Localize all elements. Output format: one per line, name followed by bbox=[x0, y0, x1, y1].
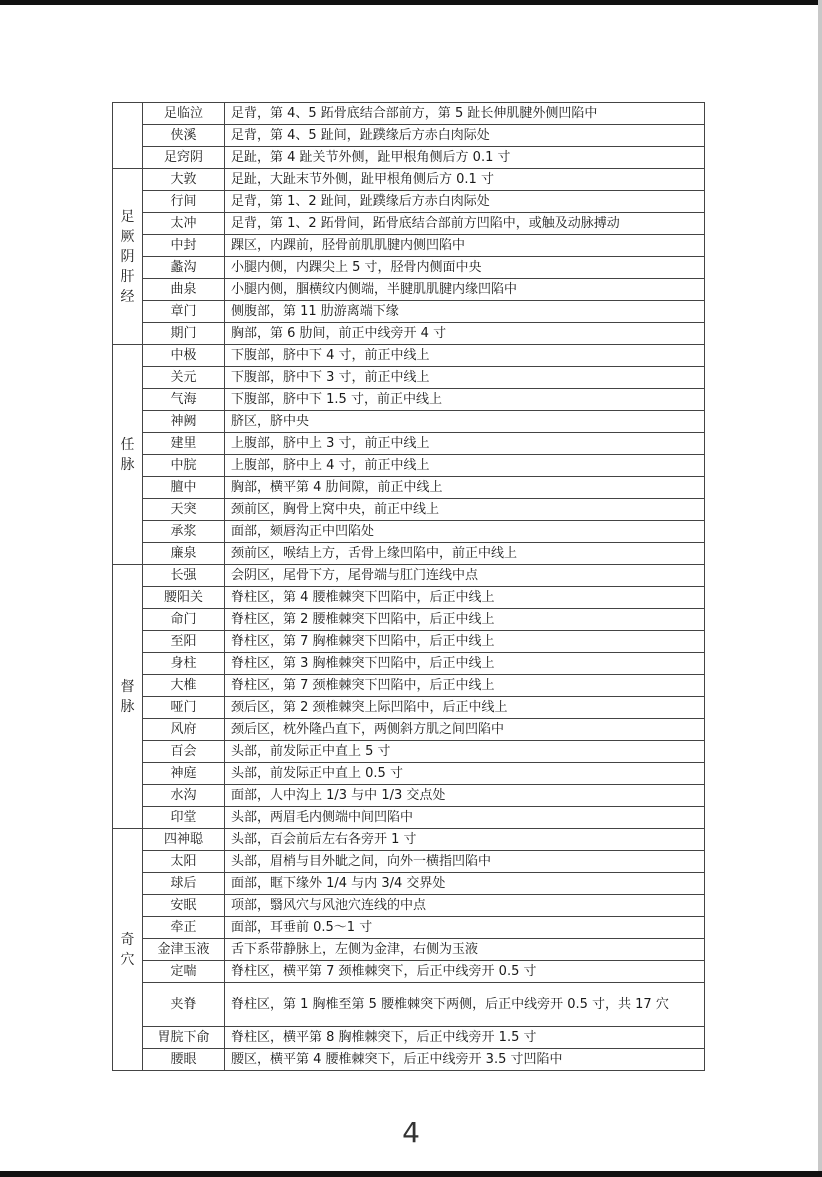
acupoint-row bbox=[113, 191, 705, 213]
meridian-name: 督脉 bbox=[120, 678, 135, 715]
acupoint-row bbox=[113, 477, 705, 499]
acupoint-name: 安眠 bbox=[143, 895, 225, 917]
acupoint-name: 气海 bbox=[143, 389, 225, 411]
acupoint-location: 上腹部，脐中上 3 寸，前正中线上 bbox=[225, 433, 705, 455]
acupoint-name: 足窍阴 bbox=[143, 147, 225, 169]
acupoint-name: 神阙 bbox=[143, 411, 225, 433]
acupoint-table-body bbox=[113, 103, 705, 1071]
acupoint-name: 印堂 bbox=[143, 807, 225, 829]
acupoint-name: 身柱 bbox=[143, 653, 225, 675]
acupoint-name: 大敦 bbox=[143, 169, 225, 191]
acupoint-row bbox=[113, 961, 705, 983]
acupoint-location: 脊柱区，第 1 胸椎至第 5 腰椎棘突下两侧，后正中线旁开 0.5 寸，共 17 穴 bbox=[225, 983, 705, 1027]
acupoint-location: 胸部，横平第 4 肋间隙，前正中线上 bbox=[225, 477, 705, 499]
acupoint-row bbox=[113, 169, 705, 191]
acupoint-name: 夹脊 bbox=[143, 983, 225, 1027]
meridian-name-cell bbox=[113, 829, 143, 1071]
acupoint-row bbox=[113, 719, 705, 741]
acupoint-row bbox=[113, 411, 705, 433]
acupoint-row bbox=[113, 675, 705, 697]
acupoint-location: 脊柱区，第 7 胸椎棘突下凹陷中，后正中线上 bbox=[225, 631, 705, 653]
acupoint-name: 金津玉液 bbox=[143, 939, 225, 961]
acupoint-name: 胃脘下俞 bbox=[143, 1027, 225, 1049]
acupoint-location: 脊柱区，第 4 腰椎棘突下凹陷中，后正中线上 bbox=[225, 587, 705, 609]
acupoint-name: 神庭 bbox=[143, 763, 225, 785]
acupoint-location: 踝区，内踝前，胫骨前肌肌腱内侧凹陷中 bbox=[225, 235, 705, 257]
meridian-name: 任脉 bbox=[120, 436, 135, 473]
acupoint-name: 章门 bbox=[143, 301, 225, 323]
acupoint-name: 百会 bbox=[143, 741, 225, 763]
meridian-name: 奇穴 bbox=[120, 931, 135, 968]
acupoint-row bbox=[113, 323, 705, 345]
acupoint-row bbox=[113, 851, 705, 873]
acupoint-name: 侠溪 bbox=[143, 125, 225, 147]
acupoint-name: 建里 bbox=[143, 433, 225, 455]
acupoint-location: 头部，百会前后左右各旁开 1 寸 bbox=[225, 829, 705, 851]
acupoint-location: 足背，第 4、5 趾间，趾蹼缘后方赤白肉际处 bbox=[225, 125, 705, 147]
acupoint-name: 水沟 bbox=[143, 785, 225, 807]
acupoint-row bbox=[113, 873, 705, 895]
acupoint-row bbox=[113, 345, 705, 367]
acupoint-name: 期门 bbox=[143, 323, 225, 345]
acupoint-location: 足趾，大趾末节外侧，趾甲根角侧后方 0.1 寸 bbox=[225, 169, 705, 191]
acupoint-location: 面部，人中沟上 1/3 与中 1/3 交点处 bbox=[225, 785, 705, 807]
acupoint-location: 腰区，横平第 4 腰椎棘突下，后正中线旁开 3.5 寸凹陷中 bbox=[225, 1049, 705, 1071]
acupoint-name: 行间 bbox=[143, 191, 225, 213]
acupoint-row bbox=[113, 455, 705, 477]
acupoint-location: 头部，前发际正中直上 5 寸 bbox=[225, 741, 705, 763]
acupoint-name: 曲泉 bbox=[143, 279, 225, 301]
acupoint-row bbox=[113, 499, 705, 521]
acupoint-location: 颈后区，枕外隆凸直下，两侧斜方肌之间凹陷中 bbox=[225, 719, 705, 741]
acupoint-location: 脐区，脐中央 bbox=[225, 411, 705, 433]
acupoint-name: 球后 bbox=[143, 873, 225, 895]
acupoint-name: 哑门 bbox=[143, 697, 225, 719]
acupoint-name: 蠡沟 bbox=[143, 257, 225, 279]
meridian-name-cell bbox=[113, 169, 143, 345]
acupoint-location: 面部，耳垂前 0.5～1 寸 bbox=[225, 917, 705, 939]
acupoint-location: 脊柱区，第 2 腰椎棘突下凹陷中，后正中线上 bbox=[225, 609, 705, 631]
acupoint-row bbox=[113, 521, 705, 543]
acupoint-row bbox=[113, 763, 705, 785]
acupoint-row bbox=[113, 125, 705, 147]
acupoint-location: 颈前区，胸骨上窝中央，前正中线上 bbox=[225, 499, 705, 521]
acupoint-row bbox=[113, 279, 705, 301]
acupoint-location: 舌下系带静脉上，左侧为金津，右侧为玉液 bbox=[225, 939, 705, 961]
acupoint-location: 脊柱区，第 3 胸椎棘突下凹陷中，后正中线上 bbox=[225, 653, 705, 675]
acupoint-row bbox=[113, 587, 705, 609]
acupoint-name: 腰阳关 bbox=[143, 587, 225, 609]
acupoint-location: 颈后区，第 2 颈椎棘突上际凹陷中，后正中线上 bbox=[225, 697, 705, 719]
acupoint-row bbox=[113, 543, 705, 565]
meridian-name-cell bbox=[113, 103, 143, 169]
acupoint-row bbox=[113, 829, 705, 851]
acupoint-name: 命门 bbox=[143, 609, 225, 631]
acupoint-row bbox=[113, 895, 705, 917]
acupoint-location: 小腿内侧，腘横纹内侧端，半腱肌肌腱内缘凹陷中 bbox=[225, 279, 705, 301]
acupoint-location: 下腹部，脐中下 1.5 寸，前正中线上 bbox=[225, 389, 705, 411]
acupoint-location: 面部，眶下缘外 1/4 与内 3/4 交界处 bbox=[225, 873, 705, 895]
acupoint-name: 中极 bbox=[143, 345, 225, 367]
acupoint-location: 小腿内侧，内踝尖上 5 寸，胫骨内侧面中央 bbox=[225, 257, 705, 279]
acupoint-row bbox=[113, 653, 705, 675]
acupoint-name: 膻中 bbox=[143, 477, 225, 499]
top-border bbox=[0, 0, 822, 5]
acupoint-location: 头部，两眉毛内侧端中间凹陷中 bbox=[225, 807, 705, 829]
meridian-name-cell bbox=[113, 345, 143, 565]
acupoint-row bbox=[113, 939, 705, 961]
acupoint-name: 太冲 bbox=[143, 213, 225, 235]
acupoint-location: 脊柱区，第 7 颈椎棘突下凹陷中，后正中线上 bbox=[225, 675, 705, 697]
acupoint-location: 项部，翳风穴与风池穴连线的中点 bbox=[225, 895, 705, 917]
acupoint-row bbox=[113, 433, 705, 455]
acupoint-name: 腰眼 bbox=[143, 1049, 225, 1071]
page-number: 4 bbox=[402, 1116, 420, 1149]
acupoint-location: 面部，颏唇沟正中凹陷处 bbox=[225, 521, 705, 543]
acupoint-location: 下腹部，脐中下 3 寸，前正中线上 bbox=[225, 367, 705, 389]
acupoint-row bbox=[113, 301, 705, 323]
acupoint-row bbox=[113, 609, 705, 631]
meridian-name: 足厥阴肝经 bbox=[120, 208, 135, 305]
acupoint-name: 牵正 bbox=[143, 917, 225, 939]
acupoint-row bbox=[113, 235, 705, 257]
acupoint-row bbox=[113, 213, 705, 235]
acupoint-row bbox=[113, 147, 705, 169]
acupoint-row bbox=[113, 983, 705, 1027]
acupoint-row bbox=[113, 565, 705, 587]
acupoint-row bbox=[113, 1027, 705, 1049]
acupoint-name: 四神聪 bbox=[143, 829, 225, 851]
acupoint-location: 头部，眉梢与目外眦之间，向外一横指凹陷中 bbox=[225, 851, 705, 873]
acupoint-location: 颈前区，喉结上方，舌骨上缘凹陷中，前正中线上 bbox=[225, 543, 705, 565]
acupoint-location: 足背，第 4、5 跖骨底结合部前方，第 5 趾长伸肌腱外侧凹陷中 bbox=[225, 103, 705, 125]
acupoint-name: 中脘 bbox=[143, 455, 225, 477]
acupoint-table bbox=[112, 102, 705, 1071]
acupoint-location: 脊柱区，横平第 7 颈椎棘突下，后正中线旁开 0.5 寸 bbox=[225, 961, 705, 983]
meridian-name-cell bbox=[113, 565, 143, 829]
acupoint-row bbox=[113, 257, 705, 279]
acupoint-location: 上腹部，脐中上 4 寸，前正中线上 bbox=[225, 455, 705, 477]
acupoint-name: 足临泣 bbox=[143, 103, 225, 125]
acupoint-location: 头部，前发际正中直上 0.5 寸 bbox=[225, 763, 705, 785]
acupoint-name: 太阳 bbox=[143, 851, 225, 873]
acupoint-name: 定喘 bbox=[143, 961, 225, 983]
acupoint-location: 侧腹部，第 11 肋游离端下缘 bbox=[225, 301, 705, 323]
acupoint-name: 中封 bbox=[143, 235, 225, 257]
acupoint-row bbox=[113, 697, 705, 719]
acupoint-name: 廉泉 bbox=[143, 543, 225, 565]
acupoint-name: 风府 bbox=[143, 719, 225, 741]
acupoint-row bbox=[113, 741, 705, 763]
acupoint-location: 足趾，第 4 趾关节外侧，趾甲根角侧后方 0.1 寸 bbox=[225, 147, 705, 169]
right-edge bbox=[818, 0, 822, 1177]
acupoint-name: 天突 bbox=[143, 499, 225, 521]
acupoint-row bbox=[113, 389, 705, 411]
acupoint-name: 承浆 bbox=[143, 521, 225, 543]
acupoint-row bbox=[113, 785, 705, 807]
acupoint-location: 足背，第 1、2 跖骨间，跖骨底结合部前方凹陷中，或触及动脉搏动 bbox=[225, 213, 705, 235]
acupoint-name: 至阳 bbox=[143, 631, 225, 653]
acupoint-row bbox=[113, 103, 705, 125]
acupoint-name: 长强 bbox=[143, 565, 225, 587]
acupoint-row bbox=[113, 917, 705, 939]
bottom-border bbox=[0, 1171, 822, 1177]
acupoint-location: 会阴区，尾骨下方，尾骨端与肛门连线中点 bbox=[225, 565, 705, 587]
acupoint-location: 足背，第 1、2 趾间，趾蹼缘后方赤白肉际处 bbox=[225, 191, 705, 213]
acupoint-location: 脊柱区，横平第 8 胸椎棘突下，后正中线旁开 1.5 寸 bbox=[225, 1027, 705, 1049]
acupoint-row bbox=[113, 631, 705, 653]
acupoint-location: 胸部，第 6 肋间，前正中线旁开 4 寸 bbox=[225, 323, 705, 345]
acupoint-row bbox=[113, 1049, 705, 1071]
acupoint-name: 大椎 bbox=[143, 675, 225, 697]
acupoint-row bbox=[113, 807, 705, 829]
acupoint-row bbox=[113, 367, 705, 389]
acupoint-location: 下腹部，脐中下 4 寸，前正中线上 bbox=[225, 345, 705, 367]
acupoint-name: 关元 bbox=[143, 367, 225, 389]
